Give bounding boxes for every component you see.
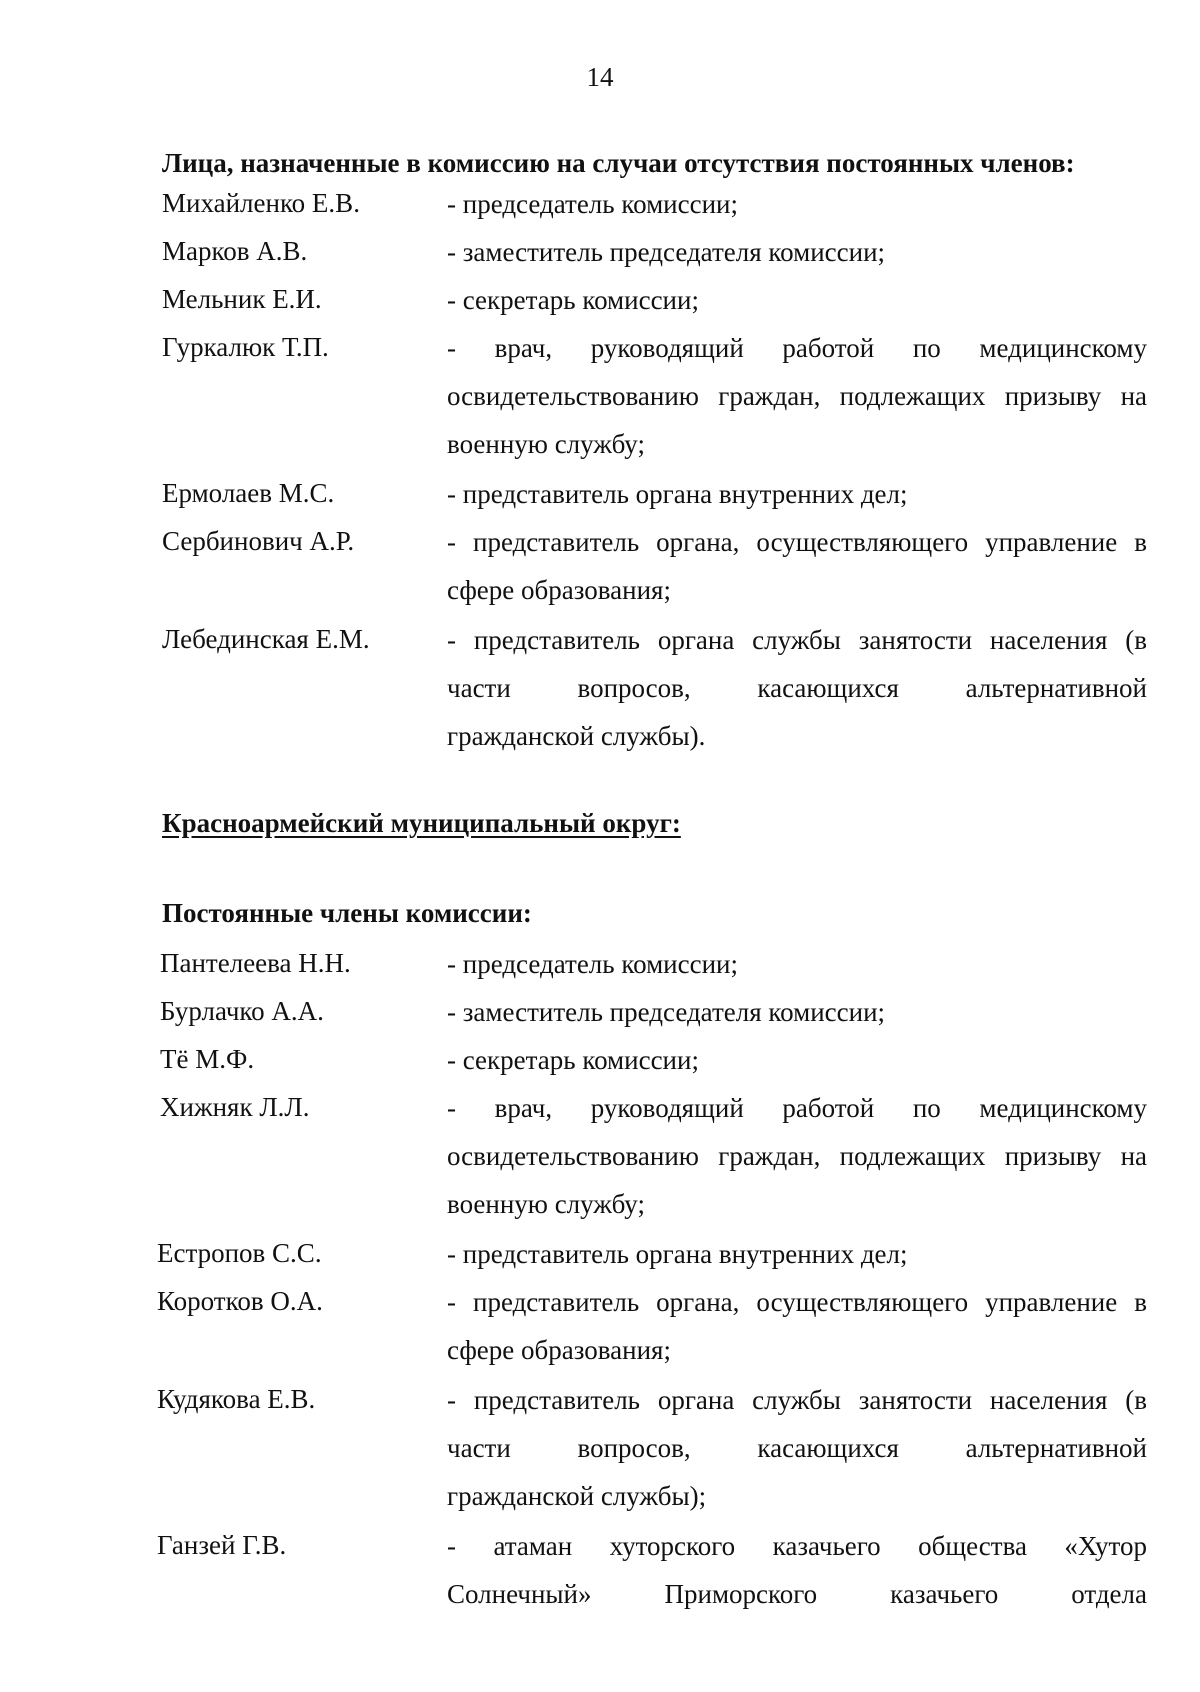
member-role: - заместитель председателя комиссии;	[447, 237, 886, 267]
member-role: - представитель органа внутренних дел;	[447, 479, 908, 509]
member-role: - представитель органа, осуществляющего управление в сфере образования;	[447, 527, 1147, 605]
member-role: - представитель органа службы занятости населения (в части вопросов, касающихся альтернативной гражданской службы);	[447, 1385, 1147, 1511]
member-name: Хижняк Л.Л.	[160, 1092, 310, 1122]
member-role: - представитель органа внутренних дел;	[447, 1239, 908, 1269]
member-name: Михайленко Е.В.	[162, 188, 360, 218]
member-role: - представитель органа службы занятости населения (в части вопросов, касающихся альтернативной гражданской службы).	[447, 625, 1147, 751]
member-role: - председатель комиссии;	[447, 189, 738, 219]
member-name: Сербинович А.Р.	[162, 526, 355, 556]
member-role: - секретарь комиссии;	[447, 1045, 699, 1075]
member-name: Бурлачко А.А.	[160, 996, 324, 1026]
member-name: Мельник Е.И.	[162, 284, 322, 314]
member-role: - председатель комиссии;	[447, 949, 738, 979]
member-name: Ганзей Г.В.	[157, 1530, 287, 1560]
district-heading: Красноармейский муниципальный округ:	[162, 808, 681, 838]
member-name: Пантелеева Н.Н.	[160, 948, 351, 978]
member-role: - врач, руководящий работой по медицинскому освидетельствованию граждан, подлежащих призыву на военную службу;	[447, 333, 1147, 459]
section-heading-permanent: Постоянные члены комиссии:	[162, 898, 532, 928]
section-heading-alternates: Лица, назначенные в комиссию на случаи отсутствия постоянных членов:	[162, 148, 1075, 178]
member-name: Ермолаев М.С.	[162, 478, 335, 508]
member-name: Тё М.Ф.	[160, 1044, 255, 1074]
page-number: 14	[586, 62, 614, 92]
member-role: - врач, руководящий работой по медицинскому освидетельствованию граждан, подлежащих призыву на военную службу;	[447, 1093, 1147, 1219]
member-name: Гуркалюк Т.П.	[162, 332, 329, 362]
member-name: Естропов С.С.	[157, 1238, 322, 1268]
member-role: - представитель органа, осуществляющего управление в сфере образования;	[447, 1287, 1147, 1365]
member-name: Кудякова Е.В.	[157, 1384, 316, 1414]
member-role: - атаман хуторского казачьего общества «Хутор Солнечный» Приморского казачьего отдела	[447, 1531, 1147, 1609]
member-role: - заместитель председателя комиссии;	[447, 997, 886, 1027]
member-name: Марков А.В.	[162, 236, 308, 266]
member-name: Коротков О.А.	[157, 1286, 323, 1316]
member-name: Лебединская Е.М.	[162, 624, 370, 654]
member-role: - секретарь комиссии;	[447, 285, 699, 315]
